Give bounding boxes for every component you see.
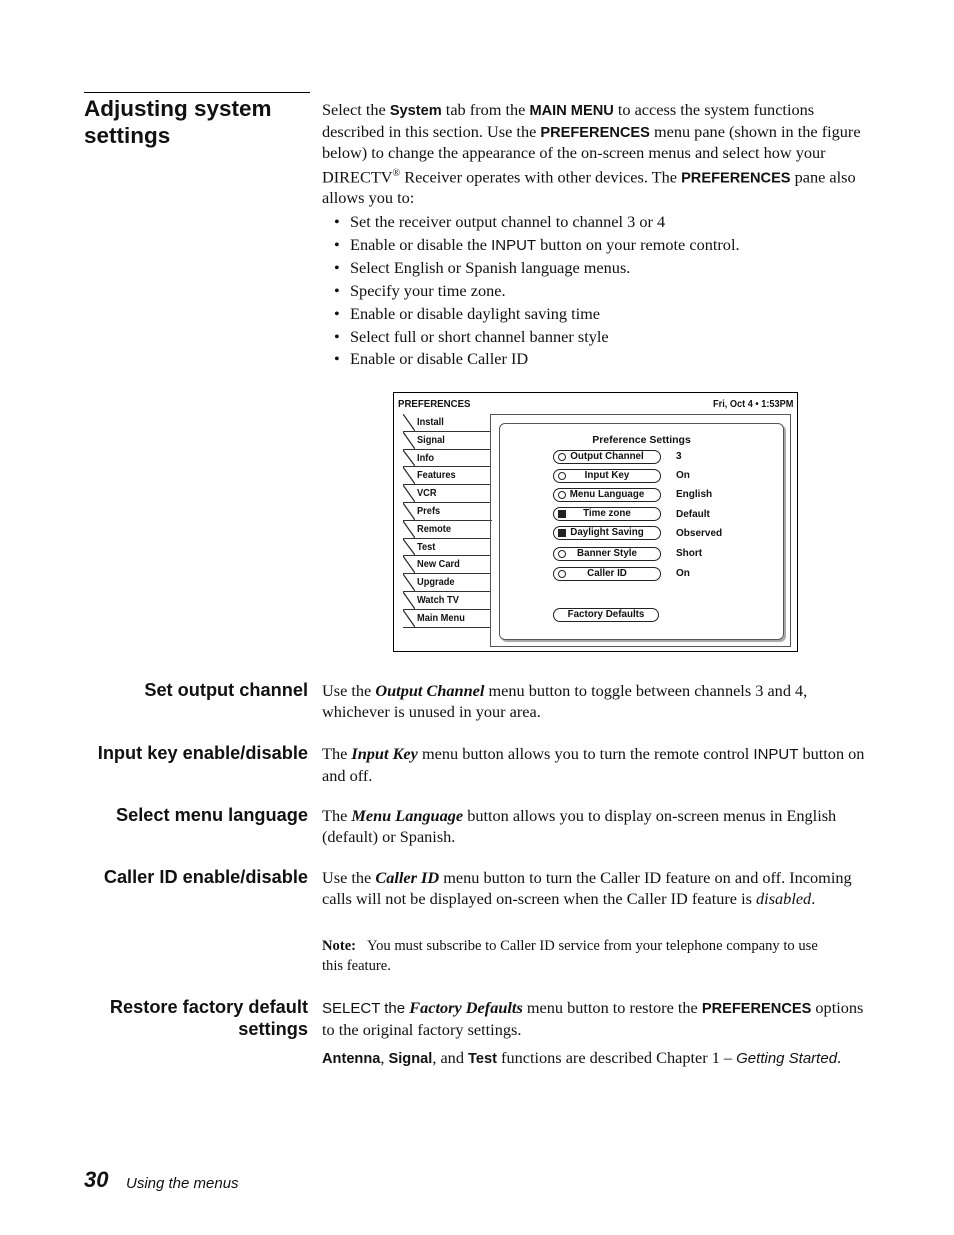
page-heading: Adjusting system settings <box>84 96 272 148</box>
set-output-channel-heading: Set output channel <box>144 680 308 700</box>
circle-icon <box>558 491 566 499</box>
output-channel-button[interactable]: Output Channel <box>553 450 661 464</box>
antenna-signal-test-text: Antenna, Signal, and Test functions are described Chapter 1 – Getting Started. <box>322 1048 842 1067</box>
banner-style-value: Short <box>676 548 703 559</box>
screen-title: PREFERENCES <box>398 398 471 410</box>
caller-id-button[interactable]: Caller ID <box>553 567 661 581</box>
tab-prefs[interactable]: Prefs <box>403 503 492 521</box>
circle-icon <box>558 453 566 461</box>
menu-language-button[interactable]: Menu Language <box>553 488 661 502</box>
menu-language-heading: Select menu language <box>115 805 308 825</box>
circle-icon <box>558 570 566 578</box>
tab-watch-tv[interactable]: Watch TV <box>403 592 491 610</box>
list-item: • Enable or disable Caller ID <box>334 348 740 371</box>
square-icon <box>558 510 566 518</box>
tab-test[interactable]: Test <box>403 539 491 557</box>
input-key-button[interactable]: Input Key <box>553 469 661 483</box>
input-key-text: The Input Key menu button allows you to turn the remote control INPUT button on and off. <box>322 744 865 785</box>
output-channel-value: 3 <box>676 451 682 462</box>
tab-info[interactable]: Info <box>403 450 491 468</box>
caller-id-note: Note: You must subscribe to Caller ID service from your telephone company to use this feature. <box>322 938 818 974</box>
preferences-screen-figure <box>393 392 798 652</box>
list-item: • Select full or short channel banner style <box>334 326 740 349</box>
factory-defaults-button[interactable]: Factory Defaults <box>553 608 659 622</box>
screen-clock: Fri, Oct 4 • 1:53PM <box>712 399 793 410</box>
tab-main-menu[interactable]: Main Menu <box>403 610 491 628</box>
time-zone-button[interactable]: Time zone <box>553 507 661 521</box>
caller-id-text: Use the Caller ID menu button to turn the Caller ID feature on and off. Incoming calls will not be displayed on-screen when the Caller ID feature is disabled. <box>322 868 852 908</box>
square-icon <box>558 529 566 537</box>
tab-signal[interactable]: Signal <box>403 432 491 450</box>
time-zone-value: Default <box>676 509 710 520</box>
menu-tabs <box>403 414 491 628</box>
restore-defaults-text: SELECT the Factory Defaults menu button to restore the PREFERENCES options to the original factory settings. <box>322 998 864 1039</box>
list-item: • Enable or disable daylight saving time <box>334 303 740 326</box>
tab-new-card[interactable]: New Card <box>403 556 491 574</box>
tab-install[interactable]: Install <box>403 414 491 432</box>
menu-language-value: English <box>676 489 713 500</box>
set-output-channel-text: Use the Output Channel menu button to toggle between channels 3 and 4, whichever is unused in your area. <box>322 681 808 721</box>
caller-id-heading: Caller ID enable/disable <box>103 867 308 887</box>
caller-id-value: On <box>676 568 690 579</box>
circle-icon <box>558 550 566 558</box>
feature-list <box>334 211 740 371</box>
heading-rule <box>84 92 310 93</box>
input-key-heading: Input key enable/disable <box>97 743 308 763</box>
tab-features[interactable]: Features <box>403 467 491 485</box>
footer-section-title: Using the menus <box>126 1175 239 1192</box>
list-item: • Specify your time zone. <box>334 280 740 303</box>
banner-style-button[interactable]: Banner Style <box>553 547 661 561</box>
pane-title: Preference Settings <box>592 434 691 446</box>
daylight-saving-value: Observed <box>676 528 723 539</box>
circle-icon <box>558 472 566 480</box>
list-item: • Enable or disable the INPUT button on your remote control. <box>334 234 740 258</box>
tab-remote[interactable]: Remote <box>403 521 491 539</box>
tab-vcr[interactable]: VCR <box>403 485 491 503</box>
input-key-value: On <box>676 470 690 481</box>
menu-language-text: The Menu Language button allows you to display on-screen menus in English (default) or Spanish. <box>322 806 837 846</box>
page-number: 30 <box>84 1167 109 1192</box>
list-item: • Set the receiver output channel to channel 3 or 4 <box>334 211 740 234</box>
intro-paragraph: Select the System tab from the MAIN MENU to access the system functions described in this section. Use the PREFERENCES menu pane (shown in the figure below) to change the appearance of the on-screen menus and select how your DIRECTV® Receiver operates with other devices. The PREFERENCES pane also allows you to: <box>322 100 861 208</box>
daylight-saving-button[interactable]: Daylight Saving <box>553 526 661 540</box>
list-item: • Select English or Spanish language menus. <box>334 257 740 280</box>
restore-defaults-heading: Restore factory default settings <box>109 997 308 1039</box>
tab-upgrade[interactable]: Upgrade <box>403 574 491 592</box>
